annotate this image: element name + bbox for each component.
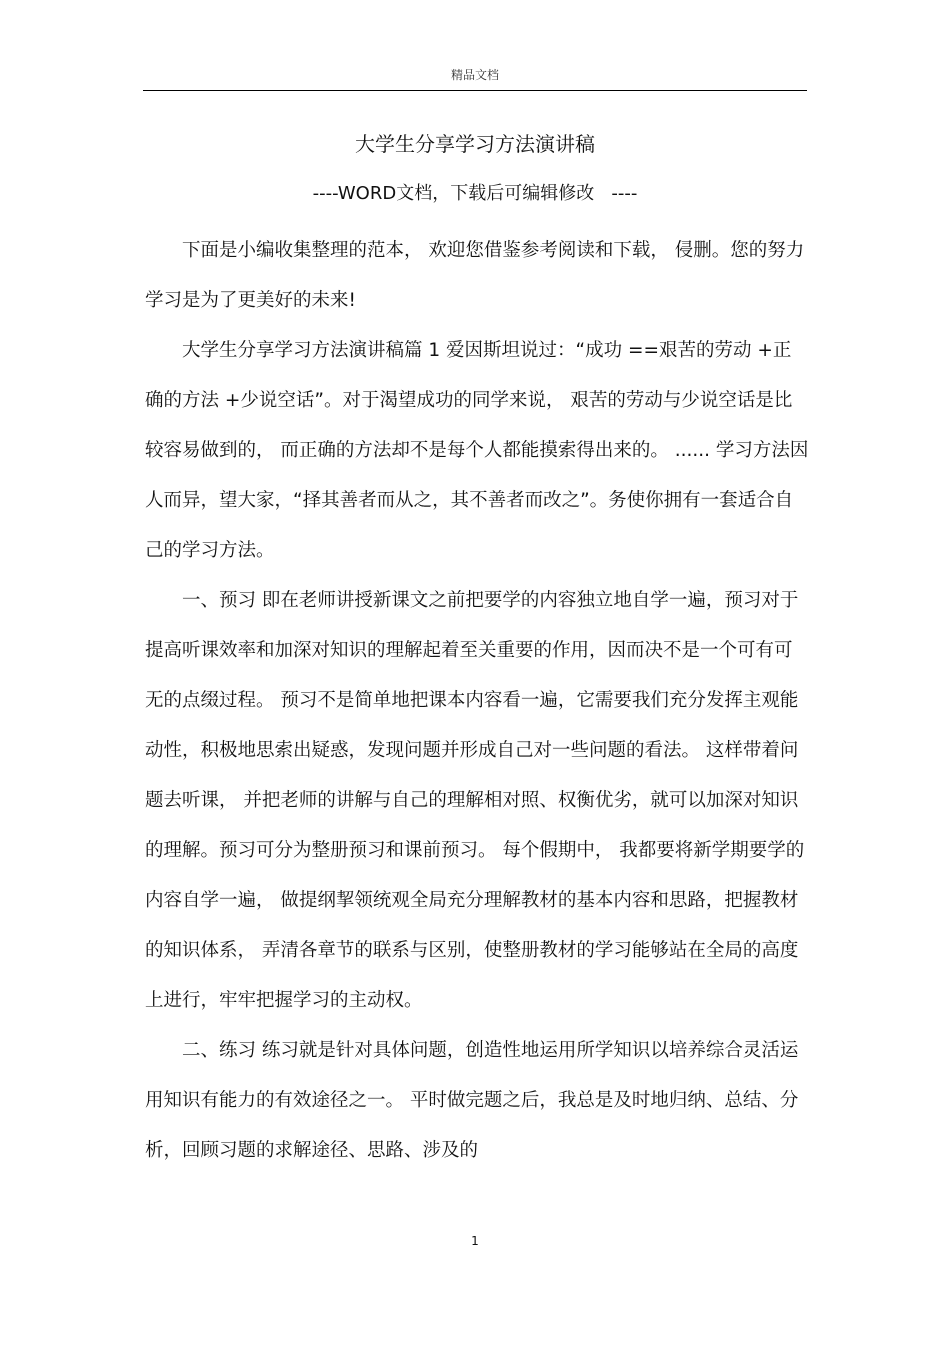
- page-number: 1: [471, 1234, 479, 1248]
- paragraph-section-1: 大学生分享学习方法演讲稿篇 1 爱因斯坦说过：“成功 ==艰苦的劳动 +正确的方法 +少说空话”。对于渴望成功的同学来说， 艰苦的劳动与少说空话是比较容易做到的， 而正确的方法却不是每个人都能摸索得出来的。 ...... 学习方法因人而异，望大家，“择其善者而从之，其不善者而改之”。务使你拥有一套适合自己的学习方法。: [145, 340, 809, 561]
- header-divider: [143, 90, 807, 91]
- paragraph-intro: 下面是小编收集整理的范本， 欢迎您借鉴参考阅读和下载， 侵删。您的努力学习是为了更美好的未来!: [145, 240, 805, 311]
- document-title: 大学生分享学习方法演讲稿: [355, 132, 595, 156]
- page-header: 精品文档: [450, 68, 499, 82]
- paragraph-practice: 二、练习 练习就是针对具体问题，创造性地运用所学知识以培养综合灵活运用知识有能力的有效途径之一。 平时做完题之后，我总是及时地归纳、总结、分析，回顾习题的求解途径、思路、涉及的: [145, 1040, 799, 1161]
- document-body: [145, 226, 809, 1176]
- document-subtitle: ----WORD文档，下载后可编辑修改 ----: [312, 183, 638, 204]
- paragraph-preview: 一、预习 即在老师讲授新课文之前把要学的内容独立地自学一遍，预习对于提高听课效率和加深对知识的理解起着至关重要的作用，因而决不是一个可有可无的点缀过程。 预习不是简单地把课本内容看一遍，它需要我们充分发挥主观能动性，积极地思索出疑惑，发现问题并形成自己对一些问题的看法。 这样带着问题去听课， 并把老师的讲解与自己的理解相对照、权衡优劣，就可以加深对知识的理解。预习可分为整册预习和课前预习。 每个假期中， 我都要将新学期要学的内容自学一遍， 做提纲挈领统观全局充分理解教材的基本内容和思路，把握教材的知识体系， 弄清各章节的联系与区别，使整册教材的学习能够站在全局的高度上进行，牢牢把握学习的主动权。: [145, 590, 805, 1011]
